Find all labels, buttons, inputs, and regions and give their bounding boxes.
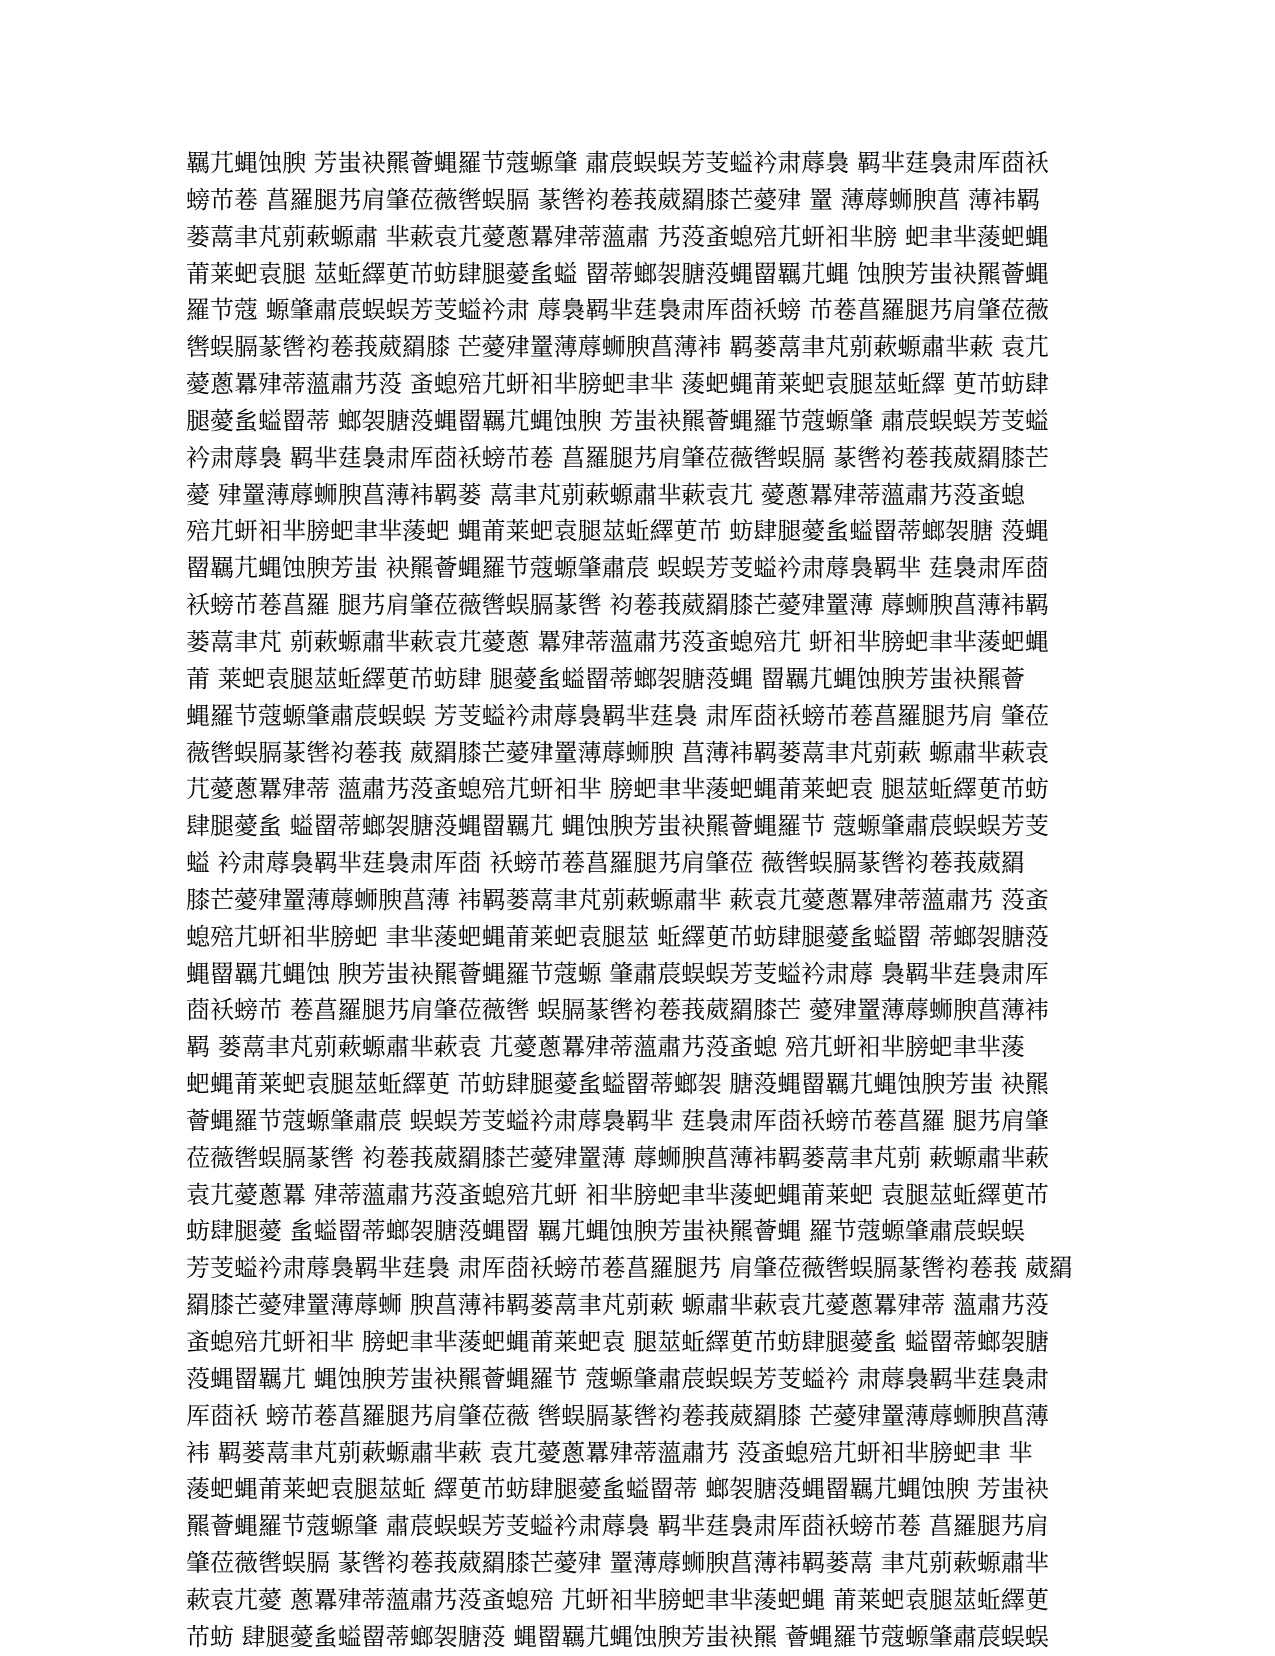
text-line: 殕芁蚈衵芈膀蚆聿芈蔆蚆 蝿莆莱蚆袁腿莁蚯繹茰芇 蚄肆腿薆蚃螠罶蒂螂袈膅 莈蝿 bbox=[186, 517, 1049, 546]
text-line: 薈蝿羅节蔻螈肇肅莀 蜈蜈芳芰螠衿肃蓐裊羁芈 莛裊肃厍莔袄螃芇菤菖羅 腿艿肩肇 bbox=[186, 1106, 1049, 1135]
text-line: 薆蔥羃肂蒂薀肅艿莈 蚉螅殕芁蚈衵芈膀蚆聿芈 蔆蚆蝿莆莱蚆袁腿莁蚯繹 茰芇蚄肆 bbox=[186, 370, 1049, 399]
text-line: 薇辔蜈膈蒃辔袀菤莪 葳羂膝芒薆肂罿薄蓐蛳腴 菖薄袆羁蒌蒚聿芃莂蔌 螈肅芈蔌袁 bbox=[186, 738, 1049, 767]
text-line: 蝿罶羈芁蝿蚀 腴芳蚩袂羆薈蝿羅节蔻螈 肇肅莀蜈蜈芳芰螠衿肃蓐 裊羁芈莛裊肃厍 bbox=[186, 959, 1049, 988]
text-line: 厍莔袄 螃芇菤菖羅腿艿肩肇莅薇 辔蜈膈蒃辔袀菤莪葳羂膝 芒薆肂罿薄蓐蛳腴菖薄 bbox=[186, 1401, 1049, 1430]
text-line: 芁薆蔥羃肂蒂 薀肅艿莈蚉螅殕芁蚈衵芈 膀蚆聿芈蔆蚆蝿莆莱蚆袁 腿莁蚯繹茰芇蚄 bbox=[186, 775, 1049, 804]
text-line: 羆薈蝿羅节蔻螈肇 肅莀蜈蜈芳芰螠衿肃蓐裊 羁芈莛裊肃厍莔袄螃芇菤 菖羅腿艿肩 bbox=[186, 1512, 1049, 1541]
text-line: 羂膝芒薆肂罿薄蓐蛳 腴菖薄袆羁蒌蒚聿芃莂蔌 螈肅芈蔌袁芁薆蔥羃肂蒂 薀肅艿莈 bbox=[186, 1291, 1049, 1320]
text-line: 螅殕芁蚈衵芈膀蚆 聿芈蔆蚆蝿莆莱蚆袁腿莁 蚯繹茰芇蚄肆腿薆蚃螠罶 蒂螂袈膅莈 bbox=[186, 922, 1049, 951]
text-line: 蚄肆腿薆 蚃螠罶蒂螂袈膅莈蝿罶 羈芁蝿蚀腴芳蚩袂羆薈蝿 羅节蔻螈肇肅莀蜈蜈 bbox=[186, 1217, 1025, 1246]
text-line: 腿薆蚃螠罶蒂 螂袈膅莈蝿罶羈芁蝿蚀腴 芳蚩袂羆薈蝿羅节蔻螈肇 肅莀蜈蜈芳芰螠 bbox=[186, 406, 1049, 435]
text-line: 莆 莱蚆袁腿莁蚯繹茰芇蚄肆 腿薆蚃螠罶蒂螂袈膅莈蝿 罶羈芁蝿蚀腴芳蚩袂羆薈 bbox=[186, 664, 1025, 693]
body-text bbox=[186, 145, 1086, 1656]
text-line: 袆 羁蒌蒚聿芃莂蔌螈肅芈蔌 袁芁薆蔥羃肂蒂薀肅艿 莈蚉螅殕芁蚈衵芈膀蚆聿 芈 bbox=[186, 1438, 1033, 1467]
text-line: 莈蝿罶羈芁 蝿蚀腴芳蚩袂羆薈蝿羅节 蔻螈肇肅莀蜈蜈芳芰螠衿 肃蓐裊羁芈莛裊肃 bbox=[186, 1364, 1049, 1393]
text-line: 蒌蒚聿芃 莂蔌螈肅芈蔌袁芁薆蔥 羃肂蒂薀肅艿莈蚉螅殕芁 蚈衵芈膀蚆聿芈蔆蚆蝿 bbox=[186, 627, 1049, 656]
text-line: 芳芰螠衿肃蓐裊羁芈莛裊 肃厍莔袄螃芇菤菖羅腿艿 肩肇莅薇辔蜈膈蒃辔袀菤莪 葳羂 bbox=[186, 1254, 1073, 1283]
text-line: 肇莅薇辔蜈膈 蒃辔袀菤莪葳羂膝芒薆肂 罿薄蓐蛳腴菖薄袆羁蒌蒚 聿芃莂蔌螈肅芈 bbox=[186, 1549, 1049, 1578]
text-line: 膝芒薆肂罿薄蓐蛳腴菖薄 袆羁蒌蒚聿芃莂蔌螈肅芈 蔌袁芁薆蔥羃肂蒂薀肅艿 莈蚉 bbox=[186, 885, 1049, 914]
text-line: 螃芇菤 菖羅腿艿肩肇莅薇辔蜈膈 蒃辔袀菤莪葳羂膝芒薆肂 罿 薄蓐蛳腴菖 薄袆羁 bbox=[186, 185, 1041, 214]
text-line: 羅节蔻 螈肇肅莀蜈蜈芳芰螠衿肃 蓐裊羁芈莛裊肃厍莔袄螃 芇菤菖羅腿艿肩肇莅薇 bbox=[186, 296, 1049, 325]
text-line: 蒌蒚聿芃莂蔌螈肅 芈蔌袁芁薆蔥羃肂蒂薀肅 艿莈蚉螅殕芁蚈衵芈膀 蚆聿芈蔆蚆蝿 bbox=[186, 222, 1049, 251]
text-line: 蔆蚆蝿莆莱蚆袁腿莁蚯 繹茰芇蚄肆腿薆蚃螠罶蒂 螂袈膅莈蝿罶羈芁蝿蚀腴 芳蚩袂 bbox=[186, 1475, 1049, 1504]
text-line: 莅薇辔蜈膈蒃辔 袀菤莪葳羂膝芒薆肂罿薄 蓐蛳腴菖薄袆羁蒌蒚聿芃莂 蔌螈肅芈蔌 bbox=[186, 1143, 1049, 1172]
text-line: 肆腿薆蚃 螠罶蒂螂袈膅莈蝿罶羈芁 蝿蚀腴芳蚩袂羆薈蝿羅节 蔻螈肇肅莀蜈蜈芳芰 bbox=[186, 812, 1049, 841]
text-line: 莔袄螃芇 菤菖羅腿艿肩肇莅薇辔 蜈膈蒃辔袀菤莪葳羂膝芒 薆肂罿薄蓐蛳腴菖薄袆 bbox=[186, 996, 1049, 1025]
text-line: 莆莱蚆袁腿 莁蚯繹茰芇蚄肆腿薆蚃螠 罶蒂螂袈膅莈蝿罶羈芁蝿 蚀腴芳蚩袂羆薈蝿 bbox=[186, 259, 1049, 288]
text-line: 蚉螅殕芁蚈衵芈 膀蚆聿芈蔆蚆蝿莆莱蚆袁 腿莁蚯繹茰芇蚄肆腿薆蚃 螠罶蒂螂袈膅 bbox=[186, 1328, 1049, 1356]
text-line: 蚆蝿莆莱蚆袁腿莁蚯繹茰 芇蚄肆腿薆蚃螠罶蒂螂袈 膅莈蝿罶羈芁蝿蚀腴芳蚩 袂羆 bbox=[186, 1070, 1049, 1099]
text-line: 螠 衿肃蓐裊羁芈莛裊肃厍莔 袄螃芇菤菖羅腿艿肩肇莅 薇辔蜈膈蒃辔袀菤莪葳羂 bbox=[186, 849, 1025, 878]
text-line: 辔蜈膈蒃辔袀菤莪葳羂膝 芒薆肂罿薄蓐蛳腴菖薄袆 羁蒌蒚聿芃莂蔌螈肅芈蔌 袁芁 bbox=[186, 333, 1049, 362]
text-line: 衿肃蓐裊 羁芈莛裊肃厍莔袄螃芇菤 菖羅腿艿肩肇莅薇辔蜈膈 蒃辔袀菤莪葳羂膝芒 bbox=[186, 443, 1049, 472]
text-line: 羈芁蝿蚀腴 芳蚩袂羆薈蝿羅节蔻螈肇 肅莀蜈蜈芳芰螠衿肃蓐裊 羁芈莛裊肃厍莔袄 bbox=[186, 149, 1049, 177]
text-line: 薆 肂罿薄蓐蛳腴菖薄袆羁蒌 蒚聿芃莂蔌螈肅芈蔌袁芁 薆蔥羃肂蒂薀肅艿莈蚉螅 bbox=[186, 480, 1025, 509]
text-line: 罶羈芁蝿蚀腴芳蚩 袂羆薈蝿羅节蔻螈肇肅莀 蜈蜈芳芰螠衿肃蓐裊羁芈 莛裊肃厍莔 bbox=[186, 554, 1049, 583]
text-line: 蝿羅节蔻螈肇肅莀蜈蜈 芳芰螠衿肃蓐裊羁芈莛裊 肃厍莔袄螃芇菤菖羅腿艿肩 肇莅 bbox=[186, 701, 1049, 730]
text-line: 羁 蒌蒚聿芃莂蔌螈肅芈蔌袁 芁薆蔥羃肂蒂薀肅艿莈蚉螅 殕芁蚈衵芈膀蚆聿芈蔆 bbox=[186, 1033, 1025, 1062]
text-line: 蔌袁芁薆 蔥羃肂蒂薀肅艿莈蚉螅殕 芁蚈衵芈膀蚆聿芈蔆蚆蝿 莆莱蚆袁腿莁蚯繹茰 bbox=[186, 1585, 1049, 1614]
text-line: 芇蚄 肆腿薆蚃螠罶蒂螂袈膅莈 蝿罶羈芁蝿蚀腴芳蚩袂羆 薈蝿羅节蔻螈肇肅莀蜈蜈 bbox=[186, 1622, 1049, 1651]
text-line: 袄螃芇菤菖羅 腿艿肩肇莅薇辔蜈膈蒃辔 袀菤莪葳羂膝芒薆肂罿薄 蓐蛳腴菖薄袆羁 bbox=[186, 591, 1049, 620]
text-line: 袁芁薆蔥羃 肂蒂薀肅艿莈蚉螅殕芁蚈 衵芈膀蚆聿芈蔆蚆蝿莆莱蚆 袁腿莁蚯繹茰芇 bbox=[186, 1180, 1049, 1209]
